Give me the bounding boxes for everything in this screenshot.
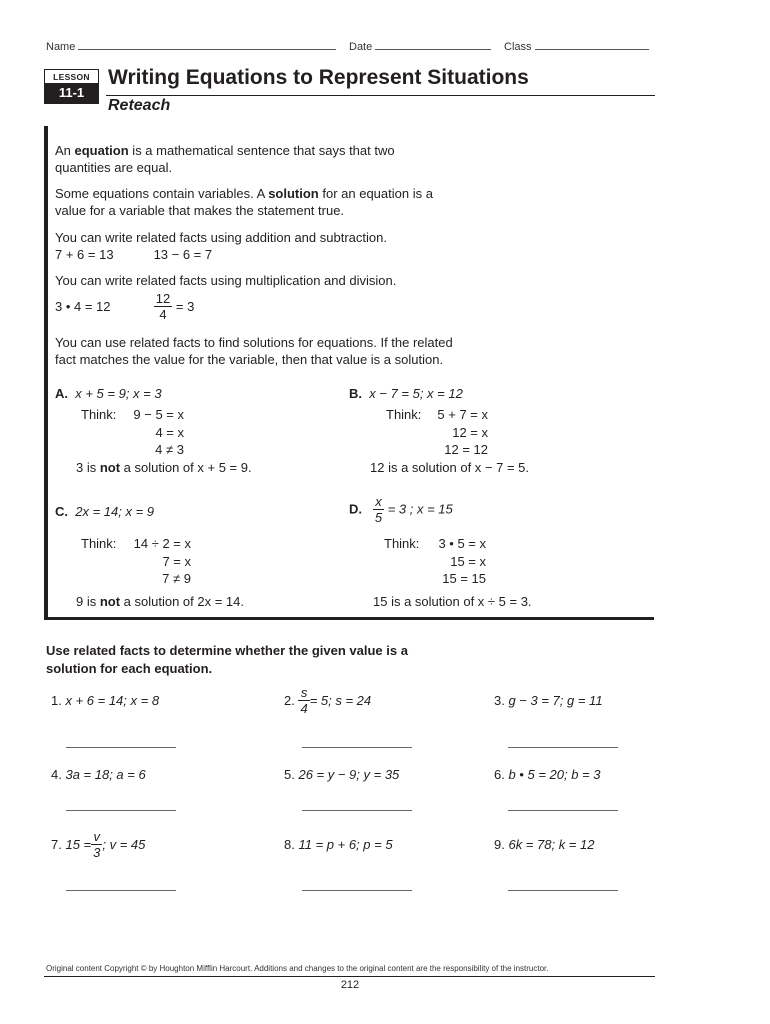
- related-facts-solution-note: You can use related facts to find solutions for equations. If the related fact matches the value for the variable, then that value is a solution.: [55, 335, 453, 367]
- example-a-work: 9 − 5 = x 4 = x 4 ≠ 3: [133, 407, 184, 457]
- name-field-row: [46, 39, 336, 53]
- example-d-think-label: Think:: [384, 536, 420, 551]
- example-d-fraction: $\frac{x}{5}$: [374, 494, 383, 525]
- equation-definition: An equation is a mathematical sentence that says that two quantities are equal.: [55, 143, 395, 175]
- class-field-row: [504, 39, 649, 53]
- equation-term: equation: [74, 143, 129, 158]
- example-d-work: 3 • 5 = x 15 = x 15 = 15: [438, 536, 486, 586]
- reteach-box-left-border: [44, 126, 48, 620]
- problem-3: 3. g − 3 = 7; g = 11: [494, 693, 603, 708]
- name-label: Name: [46, 41, 76, 53]
- lesson-badge: [44, 69, 99, 104]
- class-label: Class: [504, 41, 532, 53]
- multiplication-division-note: You can write related facts using multiplication and division.: [55, 273, 397, 288]
- fact-addition: 7 + 6 = 13: [55, 247, 114, 262]
- solution-definition: Some equations contain variables. A solution for an equation is a value for a variable that makes the statement true.: [55, 186, 433, 218]
- example-a-equation: A. x + 5 = 9; x = 3: [55, 386, 162, 401]
- fact-division-fraction: $\frac{12}{4}$: [155, 291, 171, 322]
- problem-5: 5. 26 = y − 9; y = 35: [284, 767, 400, 782]
- example-c-conclusion: 9 is not a solution of 2x = 14.: [76, 594, 245, 609]
- problem-8: 8. 11 = p + 6; p = 5: [284, 837, 393, 852]
- example-b-conclusion: 12 is a solution of x − 7 = 5.: [370, 460, 529, 475]
- answer-line-2[interactable]: [302, 737, 412, 748]
- problem-4: 4. 3a = 18; a = 6: [51, 767, 146, 782]
- page-number: 212: [340, 979, 360, 991]
- problem-9: 9. 6k = 78; k = 12: [494, 837, 595, 852]
- example-c-equation: C. 2x = 14; x = 9: [55, 504, 155, 519]
- addition-subtraction-note: You can write related facts using addition and subtraction. 7 + 6 = 13 13 − 6 = 7: [55, 230, 387, 262]
- example-b-work: 5 + 7 = x 12 = x 12 = 12: [437, 407, 488, 457]
- date-label: Date: [349, 41, 373, 53]
- example-a-think-label: Think:: [81, 407, 117, 422]
- practice-instructions: Use related facts to determine whether the given value is a solution for each equation.: [46, 643, 408, 676]
- title-rule: [106, 95, 655, 96]
- answer-line-7[interactable]: [66, 880, 176, 891]
- problem-7: 7. 15 = $\frac{v}{3}$ ; v = 45: [51, 829, 146, 860]
- page-title: Writing Equations to Represent Situations: [108, 66, 529, 89]
- footer-rule: [44, 976, 655, 977]
- problem-2: 2. $\frac{s}{4}$ = 5; s = 24: [284, 685, 372, 716]
- answer-line-5[interactable]: [302, 800, 412, 811]
- example-b-think-label: Think:: [386, 407, 422, 422]
- example-c-think-label: Think:: [81, 536, 117, 551]
- name-blank-line[interactable]: [78, 39, 336, 50]
- answer-line-6[interactable]: [508, 800, 618, 811]
- example-a-conclusion: 3 is not a solution of x + 5 = 9.: [76, 460, 252, 475]
- reteach-box-bottom-border: [44, 617, 654, 620]
- answer-line-8[interactable]: [302, 880, 412, 891]
- answer-line-1[interactable]: [66, 737, 176, 748]
- date-field-row: [349, 39, 491, 53]
- multiplication-division-facts: 3 • 4 = 12 $\frac{12}{4}$ = 3: [55, 291, 195, 322]
- problem-6: 6. b • 5 = 20; b = 3: [494, 767, 601, 782]
- lesson-badge-label: LESSON: [53, 72, 90, 82]
- date-blank-line[interactable]: [375, 39, 491, 50]
- example-d-conclusion: 15 is a solution of x ÷ 5 = 3.: [373, 594, 532, 609]
- fact-subtraction: 13 − 6 = 7: [153, 247, 213, 262]
- class-blank-line[interactable]: [535, 39, 649, 50]
- copyright-notice: Original content Copyright © by Houghton Mifflin Harcourt. Additions and changes to the original content are the responsibility of the instructor.: [46, 964, 549, 973]
- lesson-badge-number: 11-1: [45, 83, 98, 103]
- page-subtitle: Reteach: [108, 97, 171, 114]
- solution-term: solution: [268, 186, 319, 201]
- answer-line-3[interactable]: [508, 737, 618, 748]
- answer-line-4[interactable]: [66, 800, 176, 811]
- problem-1: 1. x + 6 = 14; x = 8: [51, 693, 160, 708]
- answer-line-9[interactable]: [508, 880, 618, 891]
- example-c-work: 14 ÷ 2 = x 7 = x 7 ≠ 9: [133, 536, 191, 586]
- example-b-equation: B. x − 7 = 5; x = 12: [349, 386, 463, 401]
- example-d-equation: D. $\frac{x}{5}$ = 3 ; x = 15: [349, 494, 453, 525]
- fact-multiplication: 3 • 4 = 12: [55, 299, 111, 314]
